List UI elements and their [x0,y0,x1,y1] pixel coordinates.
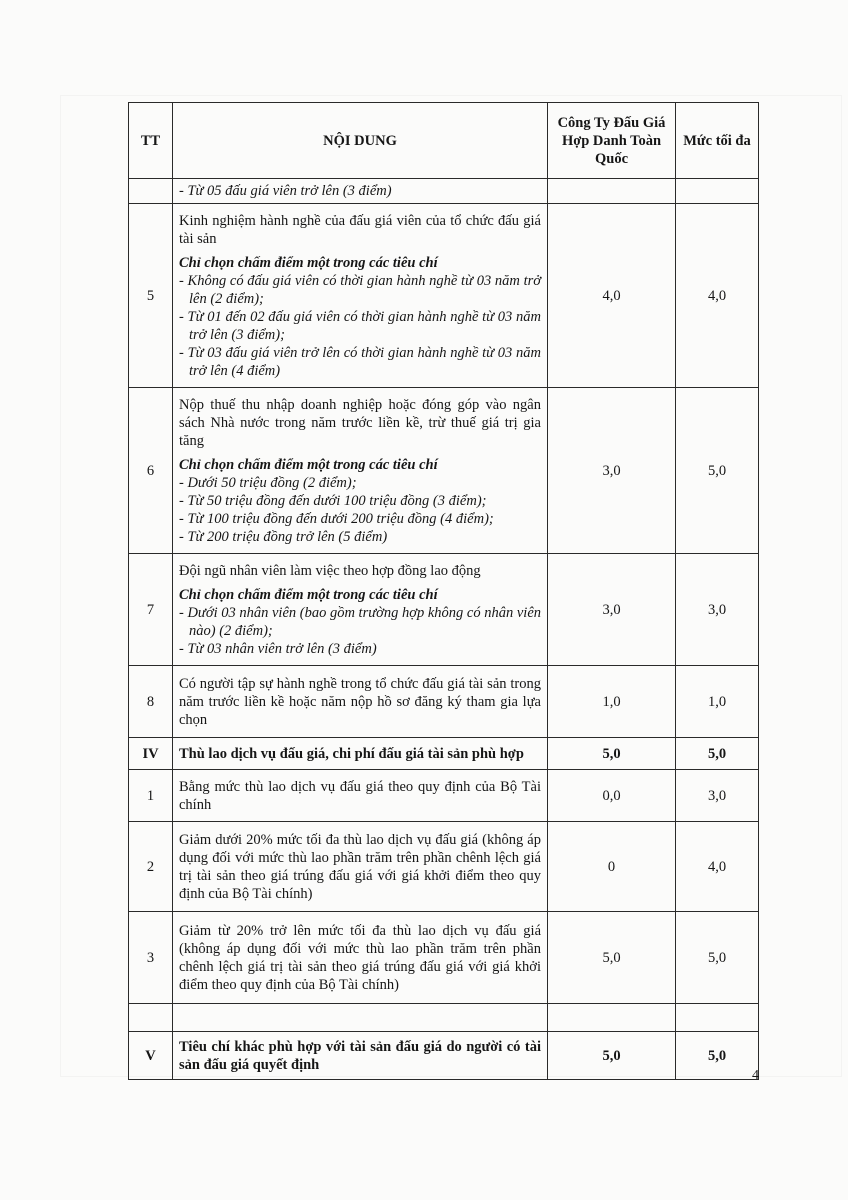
max-value: 3,0 [676,770,759,822]
criterion-text: Giảm dưới 20% mức tối đa thù lao dịch vụ đấu giá (không áp dụng đối với mức thù lao phần trăm trên phần chênh lệch giá trị tài sản theo giá trúng đấu giá với giá khởi điểm theo quy định của Bộ Tài chính) [173,822,548,912]
row-tt: 8 [129,666,173,738]
criterion-text: Nộp thuế thu nhập doanh nghiệp hoặc đóng góp vào ngân sách Nhà nước trong năm trước liền kề, trừ thuế giá trị gia tăng [179,396,541,449]
section-title: Tiêu chí khác phù hợp với tài sản đấu giá do người có tài sản đấu giá quyết định [173,1032,548,1080]
header-max: Mức tối đa [676,103,759,179]
criterion-option: - Không có đấu giá viên có thời gian hành nghề từ 03 năm trở lên (2 điểm); [179,272,541,307]
criterion-text: Kinh nghiệm hành nghề của đấu giá viên của tổ chức đấu giá tài sản [179,212,541,247]
row-tt: 2 [129,822,173,912]
score-value: 5,0 [548,738,676,770]
max-value: 1,0 [676,666,759,738]
score-value: 3,0 [548,388,676,554]
criterion-subtitle: Chỉ chọn chấm điểm một trong các tiêu chí [179,586,438,603]
section-title: Thù lao dịch vụ đấu giá, chi phí đấu giá tài sản phù hợp [173,738,548,770]
row-tt: 3 [129,912,173,1004]
criterion-option: - Từ 200 triệu đồng trở lên (5 điểm) [179,528,388,545]
table-header-row [129,103,759,179]
criterion-option: - Từ 05 đấu giá viên trở lên (3 điểm) [179,183,392,199]
max-value: 5,0 [676,738,759,770]
score-value: 1,0 [548,666,676,738]
criterion-option: - Dưới 03 nhân viên (bao gồm trường hợp không có nhân viên nào) (2 điểm); [179,604,542,639]
score-value: 0 [548,822,676,912]
criterion-option: - Từ 03 đấu giá viên trở lên có thời gian hành nghề từ 03 năm trở lên (4 điểm) [179,344,541,379]
header-content: NỘI DUNG [173,103,548,179]
header-tt: TT [129,103,173,179]
max-value: 5,0 [676,1032,759,1080]
criterion-subtitle: Chỉ chọn chấm điểm một trong các tiêu chí [179,254,438,271]
table-row [129,912,759,1004]
scoring-table [128,102,759,1080]
section-tt: V [129,1032,173,1080]
criterion-subtitle: Chỉ chọn chấm điểm một trong các tiêu chí [179,456,438,473]
score-value: 4,0 [548,204,676,388]
max-value: 5,0 [676,912,759,1004]
criterion-option: - Từ 01 đến 02 đấu giá viên có thời gian hành nghề từ 03 năm trở lên (3 điểm); [179,308,541,343]
table-row [129,554,759,666]
score-value: 5,0 [548,1032,676,1080]
max-value: 4,0 [676,204,759,388]
table-row [129,770,759,822]
section-row [129,738,759,770]
criterion-text: Đội ngũ nhân viên làm việc theo hợp đồng lao động [179,562,481,579]
row-tt: 7 [129,554,173,666]
table-row [129,388,759,554]
table-row [129,204,759,388]
table-row [129,666,759,738]
score-value: 5,0 [548,912,676,1004]
criterion-text: Bằng mức thù lao dịch vụ đấu giá theo quy định của Bộ Tài chính [173,770,548,822]
header-company: Công Ty Đấu Giá Hợp Danh Toàn Quốc [548,103,676,179]
max-value: 4,0 [676,822,759,912]
table-row [129,179,759,204]
criterion-text: Giảm từ 20% trở lên mức tối đa thù lao dịch vụ đấu giá (không áp dụng đối với mức thù lao phần trăm trên phần chênh lệch giá trị tài sản theo giá trúng đấu giá với giá khởi điểm theo quy định của Bộ Tài chính) [173,912,548,1004]
row-tt: 1 [129,770,173,822]
criterion-option: - Dưới 50 triệu đồng (2 điểm); [179,474,357,491]
max-value: 3,0 [676,554,759,666]
table-row [129,822,759,912]
criterion-text: Có người tập sự hành nghề trong tổ chức đấu giá tài sản trong năm trước liền kề hoặc năm nộp hồ sơ đăng ký tham gia lựa chọn [179,675,541,728]
section-tt: IV [129,738,173,770]
criterion-option: - Từ 50 triệu đồng đến dưới 100 triệu đồng (3 điểm); [179,492,487,509]
row-tt: 6 [129,388,173,554]
score-value: 3,0 [548,554,676,666]
criterion-option: - Từ 100 triệu đồng đến dưới 200 triệu đồng (4 điểm); [179,510,494,527]
max-value: 5,0 [676,388,759,554]
section-row [129,1032,759,1080]
criterion-option: - Từ 03 nhân viên trở lên (3 điểm) [179,640,377,657]
empty-row [129,1004,759,1032]
row-tt: 5 [129,204,173,388]
page-number: 4 [752,1068,759,1083]
score-value: 0,0 [548,770,676,822]
